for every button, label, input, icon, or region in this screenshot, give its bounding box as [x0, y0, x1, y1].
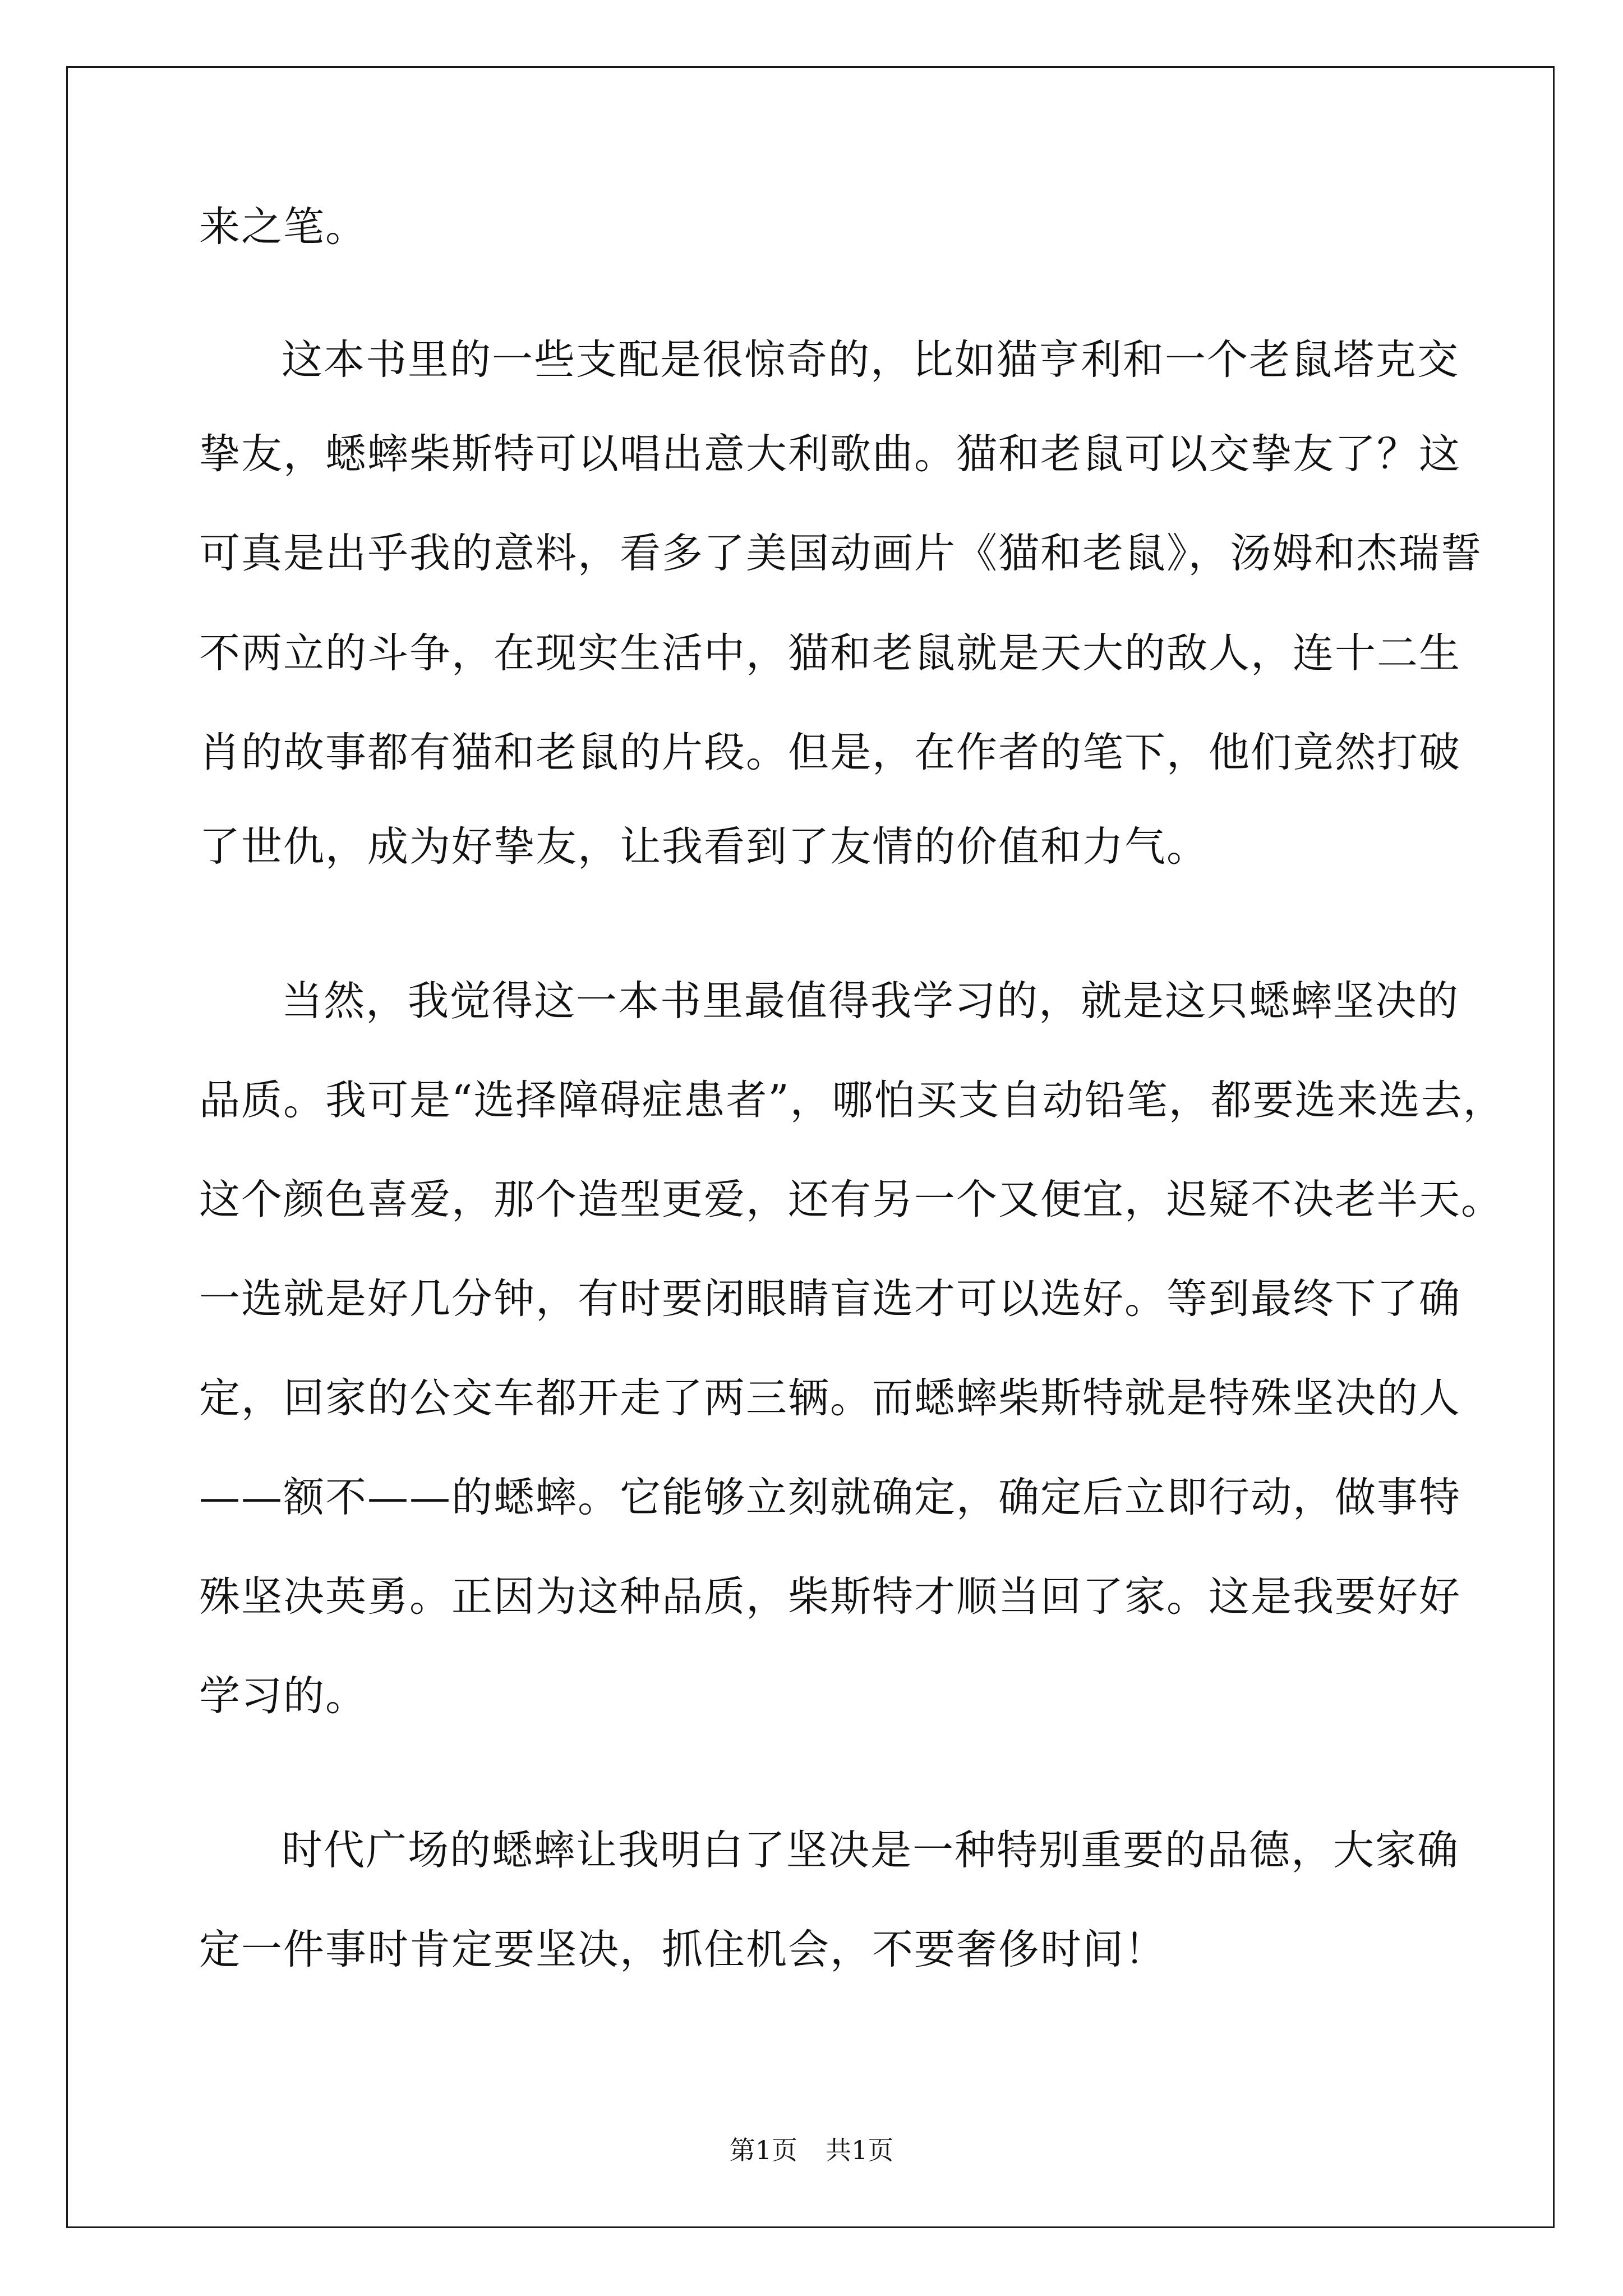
text-line: 了世仇，成为好挚友，让我看到了友情的价值和力气。: [199, 823, 1209, 871]
page-frame: [66, 66, 1555, 2228]
text-line: 品质。我可是“选择障碍症患者”，哪怕买支自动铅笔，都要选来选去，: [199, 1076, 1505, 1124]
text-line: 这个颜色喜爱，那个造型更爱，还有另一个又便宜，迟疑不决老半天。: [199, 1176, 1503, 1223]
text-line-1: 来之笔。: [199, 203, 367, 251]
page-footer: [0, 2133, 1623, 2167]
page-number: 第1页: [729, 2135, 797, 2165]
text-line: 可真是出乎我的意料，看多了美国动画片《猫和老鼠》，汤姆和杰瑞誓: [199, 530, 1483, 577]
paragraph-start-line: 当然，我觉得这一本书里最值得我学习的，就是这只蟋蟀坚决的: [282, 977, 1459, 1025]
paragraph-start-line: 这本书里的一些支配是很惊奇的，比如猫亨利和一个老鼠塔克交: [282, 336, 1459, 384]
text-line: 学习的。: [199, 1672, 367, 1720]
text-line: 不两立的斗争，在现实生活中，猫和老鼠就是天大的敌人，连十二生: [199, 629, 1461, 677]
page-total: 共1页: [826, 2135, 894, 2165]
text-line: 一选就是好几分钟，有时要闭眼睛盲选才可以选好。等到最终下了确: [199, 1275, 1461, 1323]
text-line: 肖的故事都有猫和老鼠的片段。但是，在作者的笔下，他们竟然打破: [199, 729, 1461, 776]
text-line: 定，回家的公交车都开走了两三辆。而蟋蟀柴斯特就是特殊坚决的人: [199, 1374, 1461, 1422]
text-line: 挚友，蟋蟀柴斯特可以唱出意大利歌曲。猫和老鼠可以交挚友了？这: [199, 430, 1461, 478]
paragraph-start-line: 时代广场的蟋蟀让我明白了坚决是一种特别重要的品德，大家确: [282, 1826, 1459, 1874]
text-line: ——额不——的蟋蟀。它能够立刻就确定，确定后立即行动，做事特: [199, 1474, 1461, 1521]
text-line: 殊坚决英勇。正因为这种品质，柴斯特才顺当回了家。这是我要好好: [199, 1573, 1461, 1621]
text-line: 定一件事时肯定要坚决，抓住机会，不要奢侈时间！: [199, 1926, 1166, 1973]
